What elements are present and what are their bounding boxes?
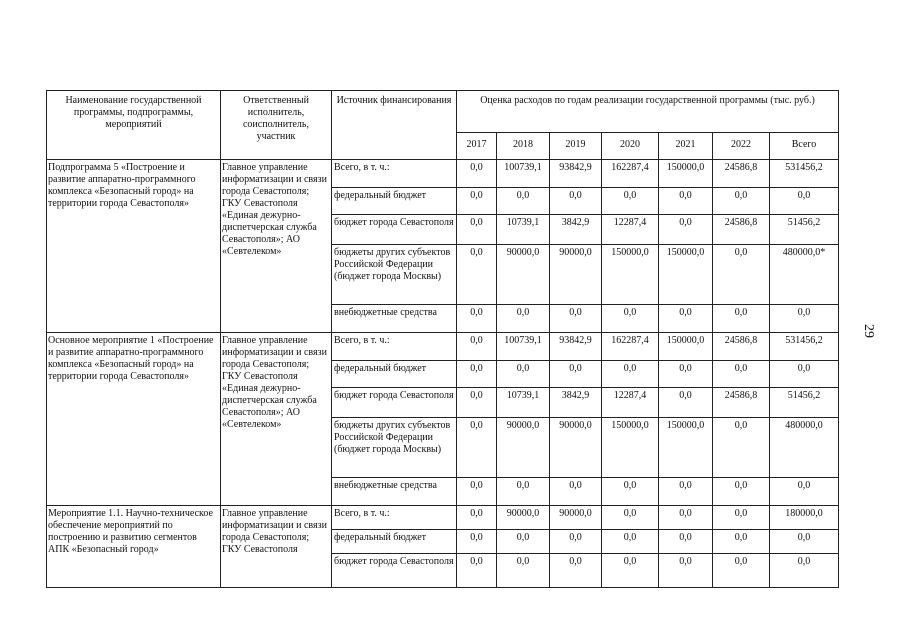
- header-name: Наименование государственной программы, подпрограммы, мероприятий: [47, 91, 221, 160]
- header-estimate: Оценка расходов по годам реализации государственной программы (тыс. руб.): [457, 91, 839, 133]
- year-value-cell: 0,0: [713, 530, 770, 554]
- year-value-cell: 0,0: [550, 554, 602, 588]
- year-value-cell: 0,0: [602, 554, 659, 588]
- year-value-cell: 90000,0: [550, 506, 602, 530]
- year-value-cell: 0,0: [457, 305, 497, 333]
- year-value-cell: 0,0: [659, 388, 713, 418]
- program-name-cell: Основное мероприятие 1 «Построение и развитие аппаратно-программного комплекса «Безопасный город» на территории города Севастополя»: [47, 333, 221, 506]
- year-value-cell: 3842,9: [550, 215, 602, 245]
- year-value-cell: 0,0: [457, 188, 497, 215]
- total-value-cell: 0,0: [770, 305, 839, 333]
- year-value-cell: 162287,4: [602, 333, 659, 361]
- year-value-cell: 0,0: [713, 478, 770, 506]
- year-value-cell: 0,0: [602, 506, 659, 530]
- year-value-cell: 0,0: [497, 478, 550, 506]
- year-value-cell: 0,0: [497, 554, 550, 588]
- year-value-cell: 150000,0: [602, 418, 659, 478]
- year-value-cell: 0,0: [457, 361, 497, 388]
- header-row: [47, 91, 839, 133]
- year-value-cell: 0,0: [457, 554, 497, 588]
- year-value-cell: 90000,0: [497, 506, 550, 530]
- year-value-cell: 10739,1: [497, 388, 550, 418]
- year-value-cell: 150000,0: [659, 418, 713, 478]
- funding-source-cell: Всего, в т. ч.:: [332, 506, 457, 530]
- year-value-cell: 0,0: [713, 188, 770, 215]
- table-row: [47, 333, 839, 361]
- year-value-cell: 0,0: [497, 361, 550, 388]
- year-value-cell: 0,0: [659, 478, 713, 506]
- year-value-cell: 0,0: [457, 245, 497, 305]
- total-value-cell: 0,0: [770, 530, 839, 554]
- year-value-cell: 0,0: [713, 418, 770, 478]
- year-value-cell: 0,0: [659, 530, 713, 554]
- funding-source-cell: бюджет города Севастополя: [332, 554, 457, 588]
- budget-table: [46, 90, 839, 588]
- funding-source-cell: федеральный бюджет: [332, 188, 457, 215]
- year-value-cell: 0,0: [659, 361, 713, 388]
- header-year: 2021: [659, 133, 713, 160]
- year-value-cell: 90000,0: [550, 245, 602, 305]
- year-value-cell: 24586,8: [713, 160, 770, 188]
- header-year: 2018: [497, 133, 550, 160]
- year-value-cell: 0,0: [457, 418, 497, 478]
- total-value-cell: 180000,0: [770, 506, 839, 530]
- year-value-cell: 0,0: [457, 215, 497, 245]
- year-value-cell: 150000,0: [659, 333, 713, 361]
- funding-source-cell: бюджеты других субъектов Российской Федерации (бюджет города Москвы): [332, 418, 457, 478]
- year-value-cell: 12287,4: [602, 388, 659, 418]
- year-value-cell: 0,0: [659, 554, 713, 588]
- header-total: Всего: [770, 133, 839, 160]
- table-row: [47, 506, 839, 530]
- funding-source-cell: бюджет города Севастополя: [332, 215, 457, 245]
- total-value-cell: 0,0: [770, 361, 839, 388]
- year-value-cell: 0,0: [497, 188, 550, 215]
- year-value-cell: 12287,4: [602, 215, 659, 245]
- funding-source-cell: Всего, в т. ч.:: [332, 333, 457, 361]
- year-value-cell: 0,0: [602, 188, 659, 215]
- total-value-cell: 531456,2: [770, 160, 839, 188]
- year-value-cell: 0,0: [457, 388, 497, 418]
- total-value-cell: 480000,0: [770, 418, 839, 478]
- year-value-cell: 90000,0: [497, 418, 550, 478]
- header-year: 2022: [713, 133, 770, 160]
- funding-source-cell: бюджет города Севастополя: [332, 388, 457, 418]
- funding-source-cell: федеральный бюджет: [332, 361, 457, 388]
- year-value-cell: 10739,1: [497, 215, 550, 245]
- funding-source-cell: внебюджетные средства: [332, 478, 457, 506]
- program-name-cell: Подпрограмма 5 «Построение и развитие аппаратно-программного комплекса «Безопасный город» на территории города Севастополя»: [47, 160, 221, 333]
- total-value-cell: 0,0: [770, 554, 839, 588]
- year-value-cell: 0,0: [713, 245, 770, 305]
- year-value-cell: 162287,4: [602, 160, 659, 188]
- header-responsible: Ответственный исполнитель, соисполнитель, участник: [221, 91, 332, 160]
- year-value-cell: 0,0: [659, 506, 713, 530]
- year-value-cell: 24586,8: [713, 388, 770, 418]
- year-value-cell: 0,0: [550, 478, 602, 506]
- header-year: 2019: [550, 133, 602, 160]
- year-value-cell: 0,0: [457, 333, 497, 361]
- year-value-cell: 0,0: [602, 530, 659, 554]
- funding-source-cell: федеральный бюджет: [332, 530, 457, 554]
- year-value-cell: 0,0: [550, 361, 602, 388]
- program-name-cell: Мероприятие 1.1. Научно-техническое обеспечение мероприятий по построению и развитию сегментов АПК «Безопасный город»: [47, 506, 221, 588]
- page-number: 29: [861, 324, 876, 338]
- year-value-cell: 100739,1: [497, 333, 550, 361]
- year-value-cell: 0,0: [550, 305, 602, 333]
- year-value-cell: 0,0: [550, 188, 602, 215]
- year-value-cell: 0,0: [713, 506, 770, 530]
- table-body: [47, 160, 839, 588]
- year-value-cell: 100739,1: [497, 160, 550, 188]
- year-value-cell: 0,0: [659, 305, 713, 333]
- funding-source-cell: Всего, в т. ч.:: [332, 160, 457, 188]
- year-value-cell: 0,0: [497, 530, 550, 554]
- year-value-cell: 3842,9: [550, 388, 602, 418]
- header-year: 2020: [602, 133, 659, 160]
- year-value-cell: 24586,8: [713, 215, 770, 245]
- year-value-cell: 0,0: [659, 188, 713, 215]
- header-year: 2017: [457, 133, 497, 160]
- header-source: Источник финансирования: [332, 91, 457, 160]
- year-value-cell: 0,0: [602, 305, 659, 333]
- funding-source-cell: внебюджетные средства: [332, 305, 457, 333]
- total-value-cell: 51456,2: [770, 388, 839, 418]
- year-value-cell: 0,0: [457, 506, 497, 530]
- year-value-cell: 0,0: [457, 530, 497, 554]
- year-value-cell: 0,0: [659, 215, 713, 245]
- year-value-cell: 0,0: [457, 160, 497, 188]
- year-value-cell: 93842,9: [550, 333, 602, 361]
- year-value-cell: 150000,0: [659, 160, 713, 188]
- total-value-cell: 51456,2: [770, 215, 839, 245]
- year-value-cell: 150000,0: [602, 245, 659, 305]
- total-value-cell: 531456,2: [770, 333, 839, 361]
- year-value-cell: 0,0: [497, 305, 550, 333]
- year-value-cell: 0,0: [550, 530, 602, 554]
- responsible-cell: Главное управление информатизации и связи города Севастополя; ГКУ Севастополя «Единая дежурно-диспетчерская служба Севастополя»; АО «Севтелеком»: [221, 160, 332, 333]
- year-value-cell: 93842,9: [550, 160, 602, 188]
- total-value-cell: 0,0: [770, 188, 839, 215]
- year-value-cell: 90000,0: [550, 418, 602, 478]
- responsible-cell: Главное управление информатизации и связи города Севастополя; ГКУ Севастополя: [221, 506, 332, 588]
- total-value-cell: 480000,0*: [770, 245, 839, 305]
- year-value-cell: 0,0: [457, 478, 497, 506]
- year-value-cell: 0,0: [602, 361, 659, 388]
- year-value-cell: 0,0: [602, 478, 659, 506]
- year-value-cell: 0,0: [713, 305, 770, 333]
- total-value-cell: 0,0: [770, 478, 839, 506]
- table-row: [47, 160, 839, 188]
- year-value-cell: 24586,8: [713, 333, 770, 361]
- year-value-cell: 90000,0: [497, 245, 550, 305]
- year-value-cell: 0,0: [713, 554, 770, 588]
- year-value-cell: 150000,0: [659, 245, 713, 305]
- funding-source-cell: бюджеты других субъектов Российской Федерации (бюджет города Москвы): [332, 245, 457, 305]
- year-value-cell: 0,0: [713, 361, 770, 388]
- responsible-cell: Главное управление информатизации и связи города Севастополя; ГКУ Севастополя «Единая дежурно-диспетчерская служба Севастополя»; АО «Севтелеком»: [221, 333, 332, 506]
